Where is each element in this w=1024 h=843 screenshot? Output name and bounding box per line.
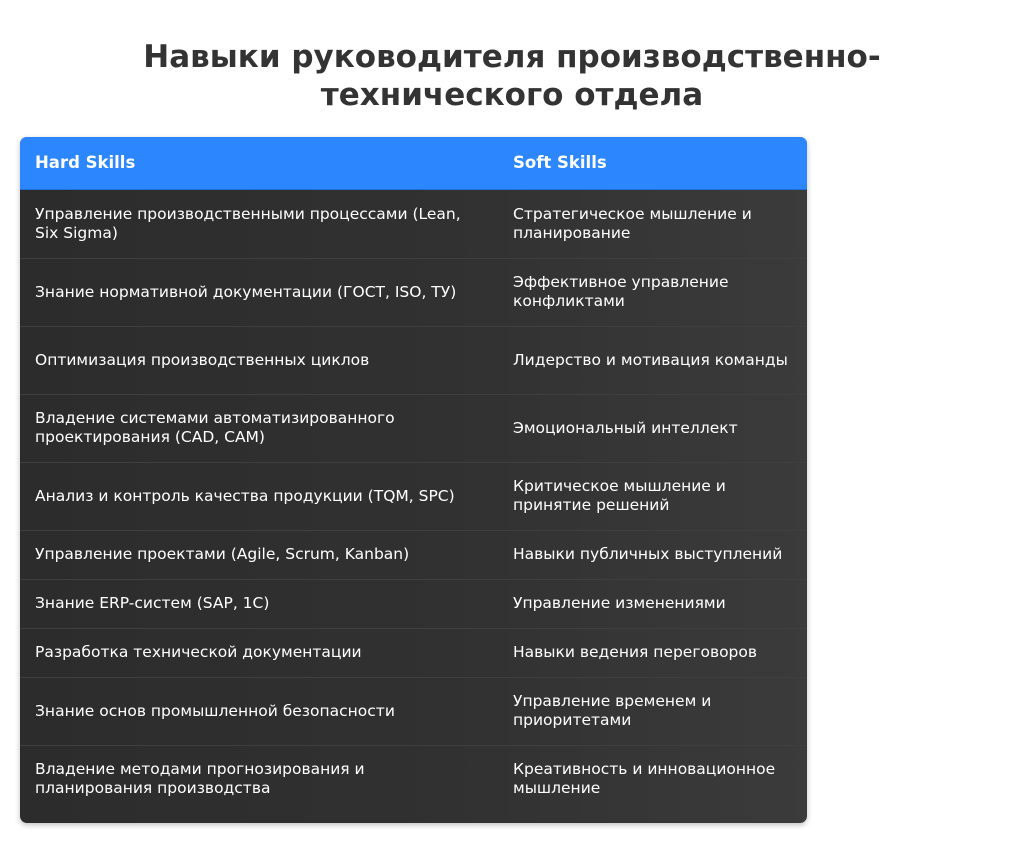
soft-skill-cell: Критическое мышление и принятие решений: [513, 477, 726, 514]
soft-skill-cell: Лидерство и мотивация команды: [513, 350, 788, 369]
table-row: [20, 677, 807, 745]
table-row: [20, 258, 807, 326]
table-row: [20, 579, 807, 628]
hard-skill-cell: Владение системами автоматизированного проектирования (CAD, CAM): [35, 409, 395, 446]
page-title-line-2: технического отдела: [320, 77, 704, 113]
hard-skill-cell: Знание основ промышленной безопасности: [35, 701, 395, 720]
soft-skill-cell: Стратегическое мышление и планирование: [513, 204, 752, 242]
table-row: [20, 189, 807, 258]
table-row: [20, 326, 807, 394]
soft-skill-cell: Навыки публичных выступлений: [513, 545, 783, 563]
header-hard-skills: Hard Skills: [20, 137, 498, 189]
page-title: [0, 38, 1024, 114]
table-row: [20, 530, 807, 579]
hard-skill-cell: Оптимизация производственных циклов: [35, 350, 370, 369]
soft-skill-cell: Управление изменениями: [513, 594, 726, 612]
hard-skill-cell: Разработка технической документации: [35, 643, 362, 661]
hard-skill-cell: Управление производственными процессами (Lean, Six Sigma): [35, 204, 461, 242]
page-title-line-1: Навыки руководителя производственно-: [143, 39, 881, 75]
soft-skill-cell: Эмоциональный интеллект: [513, 418, 738, 437]
hard-skill-cell: Знание ERP-систем (SAP, 1C): [35, 594, 270, 612]
header-soft-skills: Soft Skills: [498, 137, 807, 189]
soft-skill-cell: Навыки ведения переговоров: [513, 643, 758, 661]
table-row: [20, 745, 807, 813]
table-row: [20, 462, 807, 530]
soft-skill-cell: Эффективное управление конфликтами: [513, 273, 729, 310]
table-header-row: [20, 137, 807, 189]
hard-skill-cell: Анализ и контроль качества продукции (TQM, SPC): [35, 486, 455, 505]
hard-skill-cell: Знание нормативной документации (ГОСТ, ISO, ТУ): [35, 282, 457, 301]
soft-skill-cell: Креативность и инновационное мышление: [513, 760, 776, 798]
skills-table-container: [20, 137, 807, 823]
table-row: [20, 394, 807, 462]
hard-skill-cell: Владение методами прогнозирования и планирования производства: [35, 760, 365, 798]
soft-skill-cell: Управление временем и приоритетами: [513, 692, 712, 729]
skills-table: [20, 137, 807, 813]
hard-skill-cell: Управление проектами (Agile, Scrum, Kanban): [35, 545, 410, 563]
table-row: [20, 628, 807, 677]
